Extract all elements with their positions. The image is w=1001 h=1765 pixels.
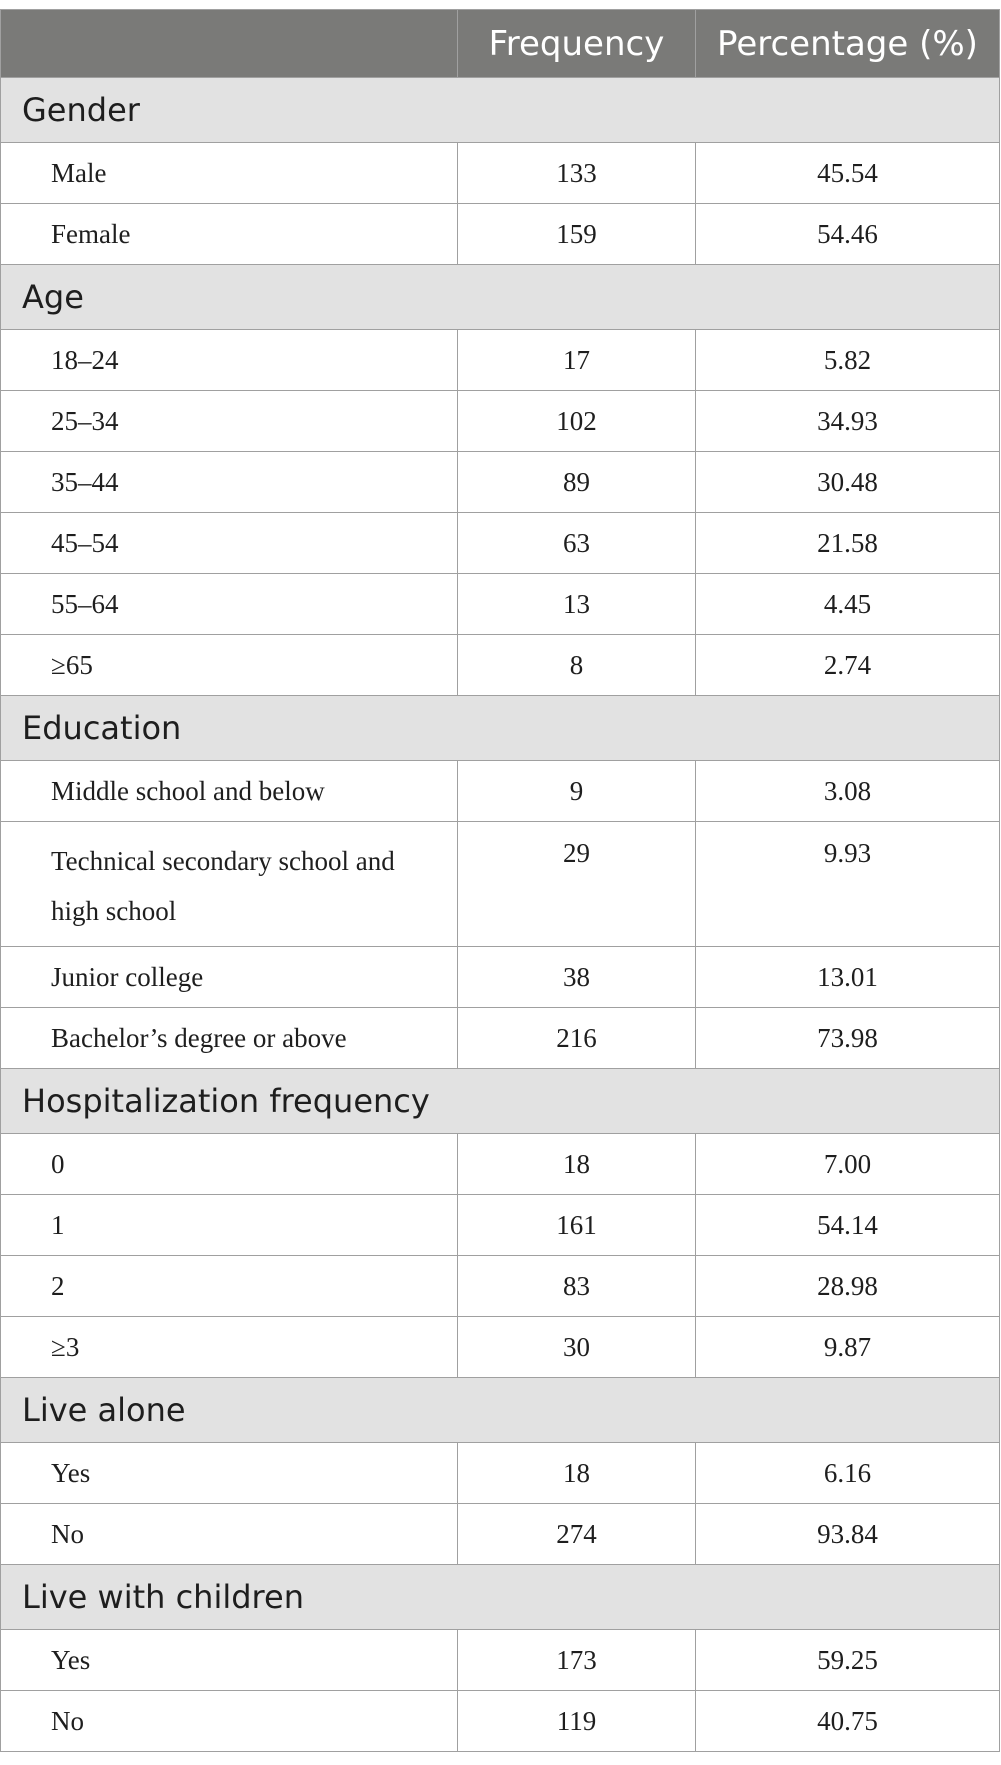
table-row xyxy=(1,1256,1000,1317)
row-frequency: 216 xyxy=(458,1008,696,1069)
row-percentage: 5.82 xyxy=(696,330,1000,391)
row-label: 25–34 xyxy=(1,391,458,452)
table-row xyxy=(1,204,1000,265)
row-label: ≥65 xyxy=(1,635,458,696)
row-frequency: 89 xyxy=(458,452,696,513)
table-row xyxy=(1,330,1000,391)
section-title: Gender xyxy=(1,78,1000,143)
demographics-table xyxy=(0,9,1000,1752)
row-frequency: 30 xyxy=(458,1317,696,1378)
table-row xyxy=(1,1691,1000,1752)
row-label: 1 xyxy=(1,1195,458,1256)
row-frequency: 13 xyxy=(458,574,696,635)
demographics-table-container xyxy=(0,9,999,1752)
row-label: 18–24 xyxy=(1,330,458,391)
row-label: Yes xyxy=(1,1630,458,1691)
row-label: Technical secondary school and high school xyxy=(1,822,458,947)
row-percentage: 13.01 xyxy=(696,947,1000,1008)
section-row xyxy=(1,1565,1000,1630)
table-row xyxy=(1,947,1000,1008)
row-frequency: 173 xyxy=(458,1630,696,1691)
row-frequency: 18 xyxy=(458,1443,696,1504)
section-title: Live with children xyxy=(1,1565,1000,1630)
table-row xyxy=(1,1008,1000,1069)
row-percentage: 3.08 xyxy=(696,761,1000,822)
row-frequency: 18 xyxy=(458,1134,696,1195)
section-row xyxy=(1,696,1000,761)
table-row xyxy=(1,761,1000,822)
row-percentage: 28.98 xyxy=(696,1256,1000,1317)
row-label: Male xyxy=(1,143,458,204)
section-row xyxy=(1,265,1000,330)
row-percentage: 4.45 xyxy=(696,574,1000,635)
row-frequency: 63 xyxy=(458,513,696,574)
table-header xyxy=(1,10,1000,78)
row-label: 55–64 xyxy=(1,574,458,635)
section-title: Education xyxy=(1,696,1000,761)
row-label: No xyxy=(1,1504,458,1565)
row-frequency: 159 xyxy=(458,204,696,265)
table-row xyxy=(1,513,1000,574)
section-title: Live alone xyxy=(1,1378,1000,1443)
row-label: No xyxy=(1,1691,458,1752)
row-percentage: 2.74 xyxy=(696,635,1000,696)
row-label: ≥3 xyxy=(1,1317,458,1378)
row-percentage: 45.54 xyxy=(696,143,1000,204)
row-frequency: 17 xyxy=(458,330,696,391)
table-row xyxy=(1,1195,1000,1256)
header-frequency: Frequency xyxy=(458,10,696,78)
table-row xyxy=(1,1317,1000,1378)
row-percentage: 7.00 xyxy=(696,1134,1000,1195)
table-row xyxy=(1,574,1000,635)
table-row xyxy=(1,1134,1000,1195)
row-label: Middle school and below xyxy=(1,761,458,822)
row-frequency: 38 xyxy=(458,947,696,1008)
row-percentage: 21.58 xyxy=(696,513,1000,574)
row-percentage: 54.46 xyxy=(696,204,1000,265)
section-row xyxy=(1,1378,1000,1443)
row-frequency: 161 xyxy=(458,1195,696,1256)
row-percentage: 6.16 xyxy=(696,1443,1000,1504)
section-row xyxy=(1,1069,1000,1134)
row-label: 0 xyxy=(1,1134,458,1195)
header-label-cell xyxy=(1,10,458,78)
table-row xyxy=(1,143,1000,204)
row-frequency: 102 xyxy=(458,391,696,452)
table-row xyxy=(1,635,1000,696)
section-title: Hospitalization frequency xyxy=(1,1069,1000,1134)
row-frequency: 133 xyxy=(458,143,696,204)
table-row xyxy=(1,452,1000,513)
row-frequency: 8 xyxy=(458,635,696,696)
row-label: 2 xyxy=(1,1256,458,1317)
header-row xyxy=(1,10,1000,78)
row-frequency: 9 xyxy=(458,761,696,822)
row-label: 45–54 xyxy=(1,513,458,574)
section-row xyxy=(1,78,1000,143)
row-percentage: 54.14 xyxy=(696,1195,1000,1256)
row-percentage: 9.93 xyxy=(696,822,1000,947)
row-frequency: 274 xyxy=(458,1504,696,1565)
row-percentage: 73.98 xyxy=(696,1008,1000,1069)
row-frequency: 83 xyxy=(458,1256,696,1317)
table-row xyxy=(1,822,1000,947)
row-label: Junior college xyxy=(1,947,458,1008)
table-row xyxy=(1,1504,1000,1565)
table-row xyxy=(1,1630,1000,1691)
row-percentage: 93.84 xyxy=(696,1504,1000,1565)
row-frequency: 29 xyxy=(458,822,696,947)
table-row xyxy=(1,1443,1000,1504)
row-label: Female xyxy=(1,204,458,265)
header-percentage: Percentage (%) xyxy=(696,10,1000,78)
section-title: Age xyxy=(1,265,1000,330)
table-row xyxy=(1,391,1000,452)
row-percentage: 9.87 xyxy=(696,1317,1000,1378)
table-body xyxy=(1,78,1000,1752)
row-percentage: 34.93 xyxy=(696,391,1000,452)
row-percentage: 40.75 xyxy=(696,1691,1000,1752)
row-percentage: 30.48 xyxy=(696,452,1000,513)
row-percentage: 59.25 xyxy=(696,1630,1000,1691)
row-label: Yes xyxy=(1,1443,458,1504)
row-label: Bachelor’s degree or above xyxy=(1,1008,458,1069)
row-label: 35–44 xyxy=(1,452,458,513)
row-frequency: 119 xyxy=(458,1691,696,1752)
